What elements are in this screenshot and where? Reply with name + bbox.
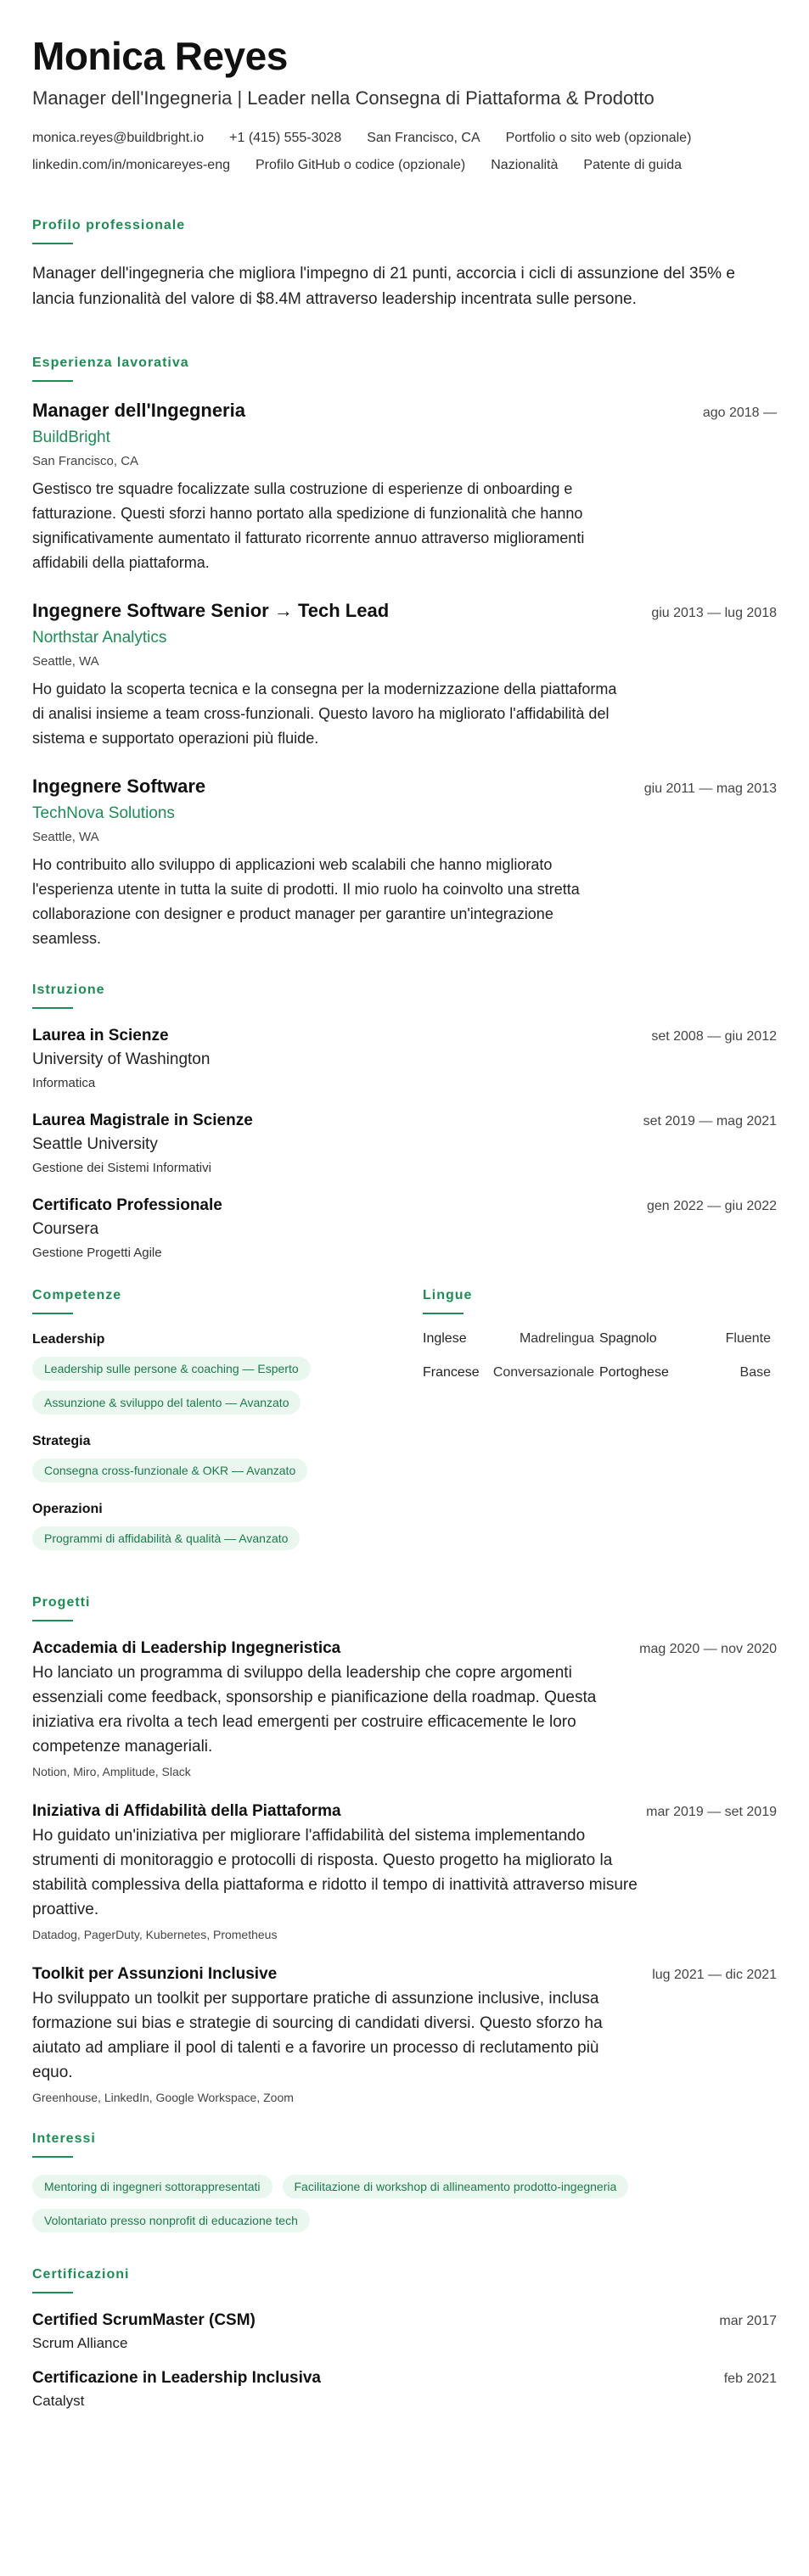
interest-chip: Mentoring di ingegneri sottorappresentati xyxy=(32,2175,272,2198)
interest-chip: Volontariato presso nonprofit di educazione tech xyxy=(32,2209,310,2232)
language-name: Portoghese xyxy=(599,1365,669,1380)
job-title: Manager dell'Ingegneria xyxy=(32,400,245,421)
certification-date: mar 2017 xyxy=(719,2314,777,2328)
skill-chip: Leadership sulle persone & coaching — Esperto xyxy=(32,1357,311,1380)
section-divider xyxy=(32,1313,73,1314)
contact-nationality: Nazionalità xyxy=(491,158,559,172)
summary-section xyxy=(32,217,777,312)
job-company: TechNova Solutions xyxy=(32,804,175,822)
language-level: Conversazionale xyxy=(492,1365,594,1380)
summary-text: Manager dell'ingegneria che migliora l'impegno di 21 punti, accorcia i cicli di assunzione del 35% e lancia funzionalità del valore di $8.4M attraverso leadership incentrata sulle persone. xyxy=(32,265,735,308)
contact-email[interactable]: monica.reyes@buildbright.io xyxy=(32,131,205,145)
job-location: San Francisco, CA xyxy=(32,454,139,468)
interest-list xyxy=(32,2175,728,2232)
section-divider xyxy=(32,243,73,244)
interests-section xyxy=(32,2131,777,2232)
contact-phone[interactable]: +1 (415) 555-3028 xyxy=(229,131,342,145)
skill-group xyxy=(32,1331,423,1414)
section-divider xyxy=(32,1007,73,1009)
candidate-name: Monica Reyes xyxy=(32,34,288,78)
project-tech-stack: Greenhouse, LinkedIn, Google Workspace, Zoom xyxy=(32,2091,294,2104)
section-title: Profilo professionale xyxy=(32,218,186,232)
education-field: Gestione Progetti Agile xyxy=(32,1246,162,1260)
education-school: Seattle University xyxy=(32,1135,158,1153)
skill-chip: Programmi di affidabilità & qualità — Avanzato xyxy=(32,1526,300,1550)
contact-portfolio[interactable]: Portfolio o sito web (opzionale) xyxy=(505,131,692,145)
job-title: Ingegnere Software Senior → Tech Lead xyxy=(32,600,390,621)
contact-linkedin[interactable]: linkedin.com/in/monicareyes-eng xyxy=(32,158,230,172)
language-level: Base xyxy=(739,1365,771,1380)
job-title: Ingegnere Software xyxy=(32,776,206,797)
education-degree: Laurea Magistrale in Scienze xyxy=(32,1112,253,1129)
language-level: Fluente xyxy=(725,1331,771,1346)
certification-entry xyxy=(32,2368,777,2411)
job-description: Ho guidato la scoperta tecnica e la consegna per la modernizzazione della piattaforma di analisi insieme a team cross-funzionali. Questo lavoro ha migliorato l'affidabilità del sistema e supportato operazioni più fluide. xyxy=(32,680,617,747)
certification-entry xyxy=(32,2310,777,2353)
resume-header xyxy=(32,34,777,175)
section-divider xyxy=(32,2292,73,2293)
skill-group-title: Strategia xyxy=(32,1434,91,1448)
education-field: Gestione dei Sistemi Informativi xyxy=(32,1161,211,1175)
section-title: Certificazioni xyxy=(32,2267,130,2282)
certification-name: Certified ScrumMaster (CSM) xyxy=(32,2311,256,2329)
languages-section xyxy=(423,1287,777,1569)
education-degree: Certificato Professionale xyxy=(32,1196,222,1214)
section-divider xyxy=(423,1313,463,1314)
section-title: Istruzione xyxy=(32,983,105,997)
education-dates: gen 2022 — giu 2022 xyxy=(646,1199,777,1213)
language-list xyxy=(423,1331,777,1380)
section-title: Esperienza lavorativa xyxy=(32,356,189,370)
project-tech-stack: Notion, Miro, Amplitude, Slack xyxy=(32,1765,191,1778)
project-dates: mar 2019 — set 2019 xyxy=(646,1805,777,1819)
skills-section xyxy=(32,1287,423,1569)
language-name: Francese xyxy=(423,1365,480,1380)
job-description: Ho contribuito allo sviluppo di applicazioni web scalabili che hanno migliorato l'esperienza utente in tutta la suite di prodotti. Il mio ruolo ha coinvolto una stretta collaborazione con designer e product manager per garantire un'integrazione seamless. xyxy=(32,856,580,947)
project-description: Ho guidato un'iniziativa per migliorare l'affidabilità del sistema implementando strumenti di monitoraggio e protocolli di risposta. Questo progetto ha migliorato la stabilità complessiva della piattaforma e ridotto il tempo di inattività attraverso misure proattive. xyxy=(32,1827,638,1918)
certification-name: Certificazione in Leadership Inclusiva xyxy=(32,2369,321,2387)
project-entry xyxy=(32,1638,777,1779)
education-school: University of Washington xyxy=(32,1050,211,1068)
education-entry xyxy=(32,1196,777,1262)
project-dates: lug 2021 — dic 2021 xyxy=(652,1968,777,1982)
section-title: Competenze xyxy=(32,1288,122,1302)
education-dates: set 2008 — giu 2012 xyxy=(651,1029,777,1044)
project-tech-stack: Datadog, PagerDuty, Kubernetes, Prometheus xyxy=(32,1928,278,1941)
skill-chip: Assunzione & sviluppo del talento — Avanzato xyxy=(32,1391,301,1414)
education-degree: Laurea in Scienze xyxy=(32,1027,169,1044)
education-dates: set 2019 — mag 2021 xyxy=(643,1114,777,1128)
interest-chip: Facilitazione di workshop di allineamento prodotto-ingegneria xyxy=(283,2175,629,2198)
section-divider xyxy=(32,1620,73,1621)
certification-date: feb 2021 xyxy=(723,2372,777,2386)
project-dates: mag 2020 — nov 2020 xyxy=(639,1642,777,1656)
skill-group-title: Leadership xyxy=(32,1332,105,1347)
project-title: Toolkit per Assunzioni Inclusive xyxy=(32,1965,278,1983)
candidate-headline: Manager dell'Ingegneria | Leader nella Consegna di Piattaforma & Prodotto xyxy=(32,87,655,109)
section-divider xyxy=(32,380,73,382)
section-divider xyxy=(32,2156,73,2158)
job-dates: giu 2011 — mag 2013 xyxy=(643,781,777,796)
project-entry xyxy=(32,1964,777,2105)
skill-group xyxy=(32,1433,423,1482)
contact-github[interactable]: Profilo GitHub o codice (opzionale) xyxy=(256,158,466,172)
contact-location: San Francisco, CA xyxy=(367,131,480,145)
education-field: Informatica xyxy=(32,1076,96,1090)
job-dates: giu 2013 — lug 2018 xyxy=(651,606,777,620)
education-entry xyxy=(32,1111,777,1177)
skills-languages-row xyxy=(32,1287,777,1569)
skill-chip: Consegna cross-funzionale & OKR — Avanzato xyxy=(32,1459,307,1482)
certification-issuer: Scrum Alliance xyxy=(32,2335,128,2351)
certification-issuer: Catalyst xyxy=(32,2393,85,2409)
project-title: Accademia di Leadership Ingegneristica xyxy=(32,1639,341,1657)
skill-group xyxy=(32,1501,423,1550)
education-section xyxy=(32,982,777,1262)
job-company: Northstar Analytics xyxy=(32,629,167,647)
project-description: Ho lanciato un programma di sviluppo della leadership che copre argomenti essenziali come feedback, sponsorship e pianificazione della roadmap. Questa iniziativa era rivolta a tech lead emergenti per costruire efficacemente le loro competenze manageriali. xyxy=(32,1664,597,1756)
job-description: Gestisco tre squadre focalizzate sulla costruzione di esperienze di onboarding e fatturazione. Questi sforzi hanno portato alla spedizione di funzionalità che hanno significativamente aumentato il fatturato ricorrente annuo attraverso miglioramenti affidabili della piattaforma. xyxy=(32,480,585,571)
job-location: Seattle, WA xyxy=(32,654,99,669)
job-entry xyxy=(32,599,777,751)
section-title: Lingue xyxy=(423,1288,473,1302)
job-dates: ago 2018 — xyxy=(702,406,777,420)
project-title: Iniziativa di Affidabilità della Piattaforma xyxy=(32,1802,341,1820)
language-level: Madrelingua xyxy=(519,1331,594,1346)
project-entry xyxy=(32,1801,777,1942)
section-title: Progetti xyxy=(32,1595,91,1610)
education-school: Coursera xyxy=(32,1220,99,1238)
projects-section xyxy=(32,1594,777,2105)
job-company: BuildBright xyxy=(32,428,110,446)
education-entry xyxy=(32,1026,777,1092)
job-entry xyxy=(32,775,777,951)
skill-group-title: Operazioni xyxy=(32,1502,103,1516)
experience-section xyxy=(32,355,777,951)
certifications-section xyxy=(32,2266,777,2411)
job-entry xyxy=(32,399,777,575)
contact-driving-license: Patente di guida xyxy=(583,158,683,172)
language-name: Spagnolo xyxy=(599,1331,657,1346)
section-title: Interessi xyxy=(32,2131,96,2146)
language-name: Inglese xyxy=(423,1331,467,1346)
contact-list xyxy=(32,129,777,175)
job-location: Seattle, WA xyxy=(32,830,99,844)
project-description: Ho sviluppato un toolkit per supportare pratiche di assunzione inclusive, inclusa formazione sui bias e strategie di sourcing di candidati diversi. Questo sforzo ha aiutato ad ampliare il pool di talenti e a favorire un processo di reclutamento più equo. xyxy=(32,1990,603,2081)
